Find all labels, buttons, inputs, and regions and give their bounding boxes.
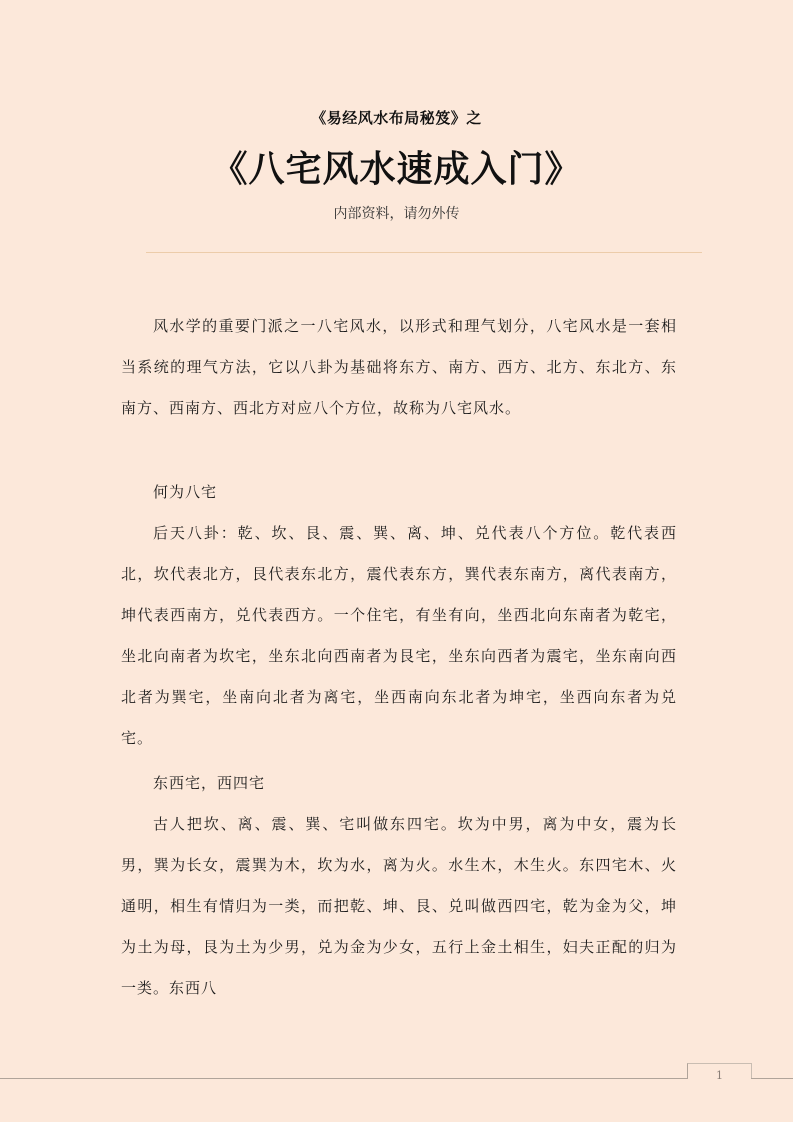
section-heading: 何为八宅 xyxy=(153,483,218,501)
title-divider xyxy=(146,252,702,253)
section-east-west-houses xyxy=(121,763,677,1009)
page-number-tab xyxy=(687,1063,752,1082)
series-title: 《易经风水布局秘笈》之 xyxy=(311,109,482,127)
footer-divider-left xyxy=(0,1078,688,1079)
intro-paragraph: 风水学的重要门派之一八宅风水，以形式和理气划分，八宅风水是一套相当系统的理气方法，它以八卦为基础将东方、南方、西方、北方、东北方、东南方、西南方、西北方对应八个方位，故称为八宅风水。 xyxy=(121,317,677,417)
subtitle: 内部资料，请勿外传 xyxy=(333,206,460,222)
section-paragraph: 古人把坎、离、震、巽、宅叫做东四宅。坎为中男，离为中女，震为长男，巽为长女，震巽为木，坎为水，离为火。水生木，木生火。东四宅木、火通明，相生有情归为一类，而把乾、坤、艮、兑叫做西四宅，乾为金为父，坤为土为母，艮为土为少男，兑为金为少女，五行上金土相生，妇夫正配的归为一类。东西八 xyxy=(121,815,677,997)
page-number: 1 xyxy=(716,1069,723,1082)
section-what-is-bazhai xyxy=(121,472,677,759)
page-title: 《八宅风水速成入门》 xyxy=(211,149,582,190)
footer-divider-right xyxy=(751,1078,793,1079)
intro-block xyxy=(121,306,677,429)
section-heading: 东西宅，西四宅 xyxy=(153,774,266,792)
section-paragraph: 后天八卦：乾、坎、艮、震、巽、离、坤、兑代表八个方位。乾代表西北，坎代表北方，艮代表东北方，震代表东方，巽代表东南方，离代表南方，坤代表西南方，兑代表西方。一个住宅，有坐有向，坐西北向东南者为乾宅，坐北向南者为坎宅，坐东北向西南者为艮宅，坐东向西者为震宅，坐东南向西北者为巽宅，坐南向北者为离宅，坐西南向东北者为坤宅，坐西向东者为兑宅。 xyxy=(121,524,677,747)
